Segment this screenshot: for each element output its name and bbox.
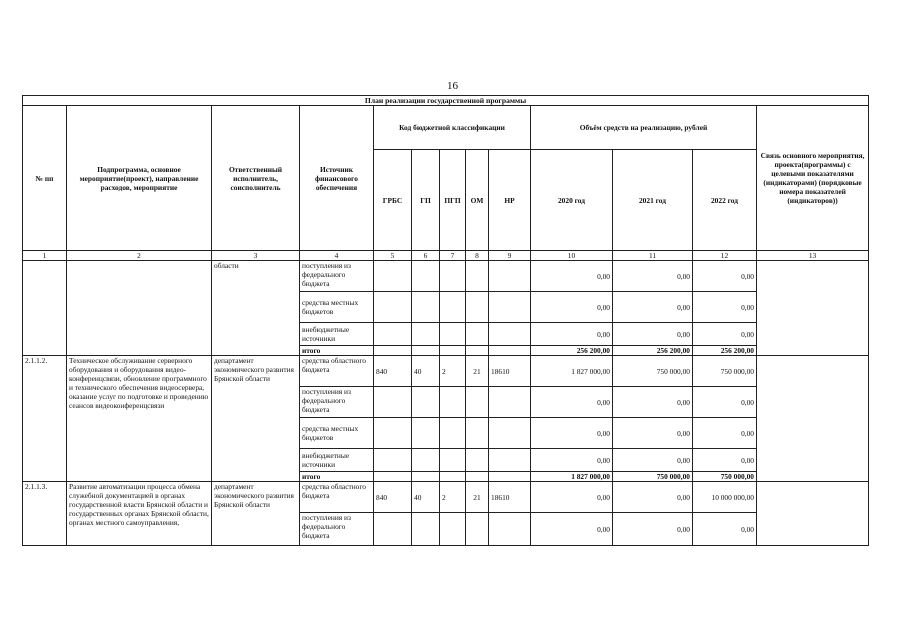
- num-cell: 2.1.1.3.: [23, 482, 67, 546]
- np-cell: [489, 292, 531, 323]
- source-cell: средства местных бюджетов: [300, 292, 374, 323]
- amount-2020: 256 200,00: [531, 346, 613, 356]
- responsible-cell: области: [212, 261, 300, 356]
- amount-2020: 1 827 000,00: [531, 356, 613, 387]
- amount-2020: 0,00: [531, 482, 613, 513]
- pgp-cell: [440, 261, 466, 292]
- source-cell: внебюджетные источники: [300, 449, 374, 472]
- gp-cell: [412, 449, 440, 472]
- om-cell: [466, 449, 489, 472]
- header-om: ОМ: [466, 150, 489, 251]
- header-volume: Объём средств на реализацию, рублей: [531, 106, 757, 150]
- pgp-cell: [440, 292, 466, 323]
- column-number: 3: [212, 251, 300, 261]
- np-cell: 18610: [489, 356, 531, 387]
- om-cell: [466, 418, 489, 449]
- amount-2021: 0,00: [613, 323, 693, 346]
- program-cell: Развитие автоматизации процесса обмена служебной документацией в органах государственной власти Брянской области и государственных органах Брянской области, органах местного самоуправления,: [67, 482, 212, 546]
- source-cell: средства областного бюджета: [300, 482, 374, 513]
- np-cell: [489, 513, 531, 546]
- column-number: 1: [23, 251, 67, 261]
- amount-2021: 0,00: [613, 482, 693, 513]
- source-cell: итого: [300, 346, 374, 356]
- np-cell: [489, 261, 531, 292]
- gp-cell: [412, 346, 440, 356]
- pgp-cell: [440, 472, 466, 482]
- responsible-cell: департамент экономического развития Брянской области: [212, 482, 300, 546]
- program-plan-table: [22, 95, 869, 546]
- pgp-cell: [440, 323, 466, 346]
- amount-2022: 0,00: [693, 292, 757, 323]
- amount-2022: 0,00: [693, 323, 757, 346]
- pgp-cell: [440, 449, 466, 472]
- om-cell: 21: [466, 482, 489, 513]
- np-cell: [489, 472, 531, 482]
- header-gp: ГП: [412, 150, 440, 251]
- responsible-cell: департамент экономического развития Брянской области: [212, 356, 300, 482]
- amount-2021: 0,00: [613, 513, 693, 546]
- header-source: Источник финансового обеспечения: [300, 106, 374, 251]
- amount-2020: 0,00: [531, 261, 613, 292]
- gp-cell: 40: [412, 482, 440, 513]
- column-number: 7: [440, 251, 466, 261]
- header-grbs: ГРБС: [374, 150, 412, 251]
- np-cell: [489, 346, 531, 356]
- header-np: НР: [489, 150, 531, 251]
- pgp-cell: [440, 346, 466, 356]
- source-cell: средства местных бюджетов: [300, 418, 374, 449]
- source-cell: средства областного бюджета: [300, 356, 374, 387]
- column-number: 4: [300, 251, 374, 261]
- gp-cell: [412, 418, 440, 449]
- source-cell: поступления из федерального бюджета: [300, 513, 374, 546]
- amount-2022: 0,00: [693, 449, 757, 472]
- column-number: 8: [466, 251, 489, 261]
- amount-2021: 0,00: [613, 449, 693, 472]
- gp-cell: [412, 261, 440, 292]
- np-cell: [489, 418, 531, 449]
- pgp-cell: [440, 513, 466, 546]
- table-title: План реализации государственной программы: [23, 96, 869, 106]
- amount-2020: 0,00: [531, 418, 613, 449]
- header-budget-class: Код бюджетной классификации: [374, 106, 531, 150]
- column-number: 13: [757, 251, 869, 261]
- column-number: 6: [412, 251, 440, 261]
- grbs-cell: [374, 346, 412, 356]
- program-cell: [67, 261, 212, 356]
- gp-cell: 40: [412, 356, 440, 387]
- column-number: 10: [531, 251, 613, 261]
- om-cell: [466, 346, 489, 356]
- amount-2020: 0,00: [531, 449, 613, 472]
- amount-2021: 750 000,00: [613, 472, 693, 482]
- page-number: 16: [447, 80, 458, 92]
- amount-2022: 0,00: [693, 513, 757, 546]
- link-cell: [757, 482, 869, 546]
- pgp-cell: [440, 387, 466, 418]
- amount-2022: 750 000,00: [693, 356, 757, 387]
- pgp-cell: 2: [440, 356, 466, 387]
- amount-2021: 256 200,00: [613, 346, 693, 356]
- header-num: № пп: [23, 106, 67, 251]
- om-cell: [466, 323, 489, 346]
- np-cell: 18610: [489, 482, 531, 513]
- gp-cell: [412, 292, 440, 323]
- amount-2022: 0,00: [693, 387, 757, 418]
- header-responsible: Ответственный исполнитель, соисполнитель: [212, 106, 300, 251]
- header-2020: 2020 год: [531, 150, 613, 251]
- amount-2022: 0,00: [693, 418, 757, 449]
- gp-cell: [412, 323, 440, 346]
- amount-2022: 0,00: [693, 261, 757, 292]
- amount-2022: 10 000 000,00: [693, 482, 757, 513]
- gp-cell: [412, 513, 440, 546]
- gp-cell: [412, 472, 440, 482]
- header-2022: 2022 год: [693, 150, 757, 251]
- grbs-cell: 840: [374, 482, 412, 513]
- amount-2020: 0,00: [531, 323, 613, 346]
- om-cell: 21: [466, 356, 489, 387]
- amount-2020: 1 827 000,00: [531, 472, 613, 482]
- header-2021: 2021 год: [613, 150, 693, 251]
- program-cell: Техническое обслуживание серверного оборудования и оборудования видео-конференцсвязи, обновление программного и технического обеспечения видеосервера, оказание услуг по подготовке и проведению сеансов видеоконференцсвязи: [67, 356, 212, 482]
- grbs-cell: [374, 292, 412, 323]
- header-pgp: ПГП: [440, 150, 466, 251]
- om-cell: [466, 261, 489, 292]
- np-cell: [489, 449, 531, 472]
- om-cell: [466, 292, 489, 323]
- amount-2020: 0,00: [531, 513, 613, 546]
- column-number: 5: [374, 251, 412, 261]
- column-number: 2: [67, 251, 212, 261]
- amount-2020: 0,00: [531, 387, 613, 418]
- grbs-cell: [374, 261, 412, 292]
- column-number: 12: [693, 251, 757, 261]
- om-cell: [466, 472, 489, 482]
- header-link: Связь основного мероприятия, проекта(программы) с целевыми показателями (индикаторами) (порядковые номера показателей (индикаторов)): [757, 106, 869, 251]
- grbs-cell: [374, 449, 412, 472]
- amount-2021: 0,00: [613, 418, 693, 449]
- gp-cell: [412, 387, 440, 418]
- num-cell: 2.1.1.2.: [23, 356, 67, 482]
- source-cell: внебюджетные источники: [300, 323, 374, 346]
- np-cell: [489, 387, 531, 418]
- link-cell: [757, 261, 869, 356]
- amount-2021: 0,00: [613, 261, 693, 292]
- np-cell: [489, 323, 531, 346]
- grbs-cell: [374, 472, 412, 482]
- amount-2020: 0,00: [531, 292, 613, 323]
- grbs-cell: [374, 513, 412, 546]
- grbs-cell: [374, 387, 412, 418]
- source-cell: поступления из федерального бюджета: [300, 387, 374, 418]
- grbs-cell: 840: [374, 356, 412, 387]
- grbs-cell: [374, 323, 412, 346]
- column-number: 9: [489, 251, 531, 261]
- num-cell: [23, 261, 67, 356]
- column-number: 11: [613, 251, 693, 261]
- header-program: Подпрограмма, основное мероприятие(проект), направление расходов, мероприятие: [67, 106, 212, 251]
- link-cell: [757, 356, 869, 482]
- amount-2022: 256 200,00: [693, 346, 757, 356]
- grbs-cell: [374, 418, 412, 449]
- amount-2022: 750 000,00: [693, 472, 757, 482]
- om-cell: [466, 387, 489, 418]
- amount-2021: 0,00: [613, 292, 693, 323]
- amount-2021: 750 000,00: [613, 356, 693, 387]
- source-cell: итого: [300, 472, 374, 482]
- pgp-cell: [440, 418, 466, 449]
- pgp-cell: 2: [440, 482, 466, 513]
- amount-2021: 0,00: [613, 387, 693, 418]
- om-cell: [466, 513, 489, 546]
- source-cell: поступления из федерального бюджета: [300, 261, 374, 292]
